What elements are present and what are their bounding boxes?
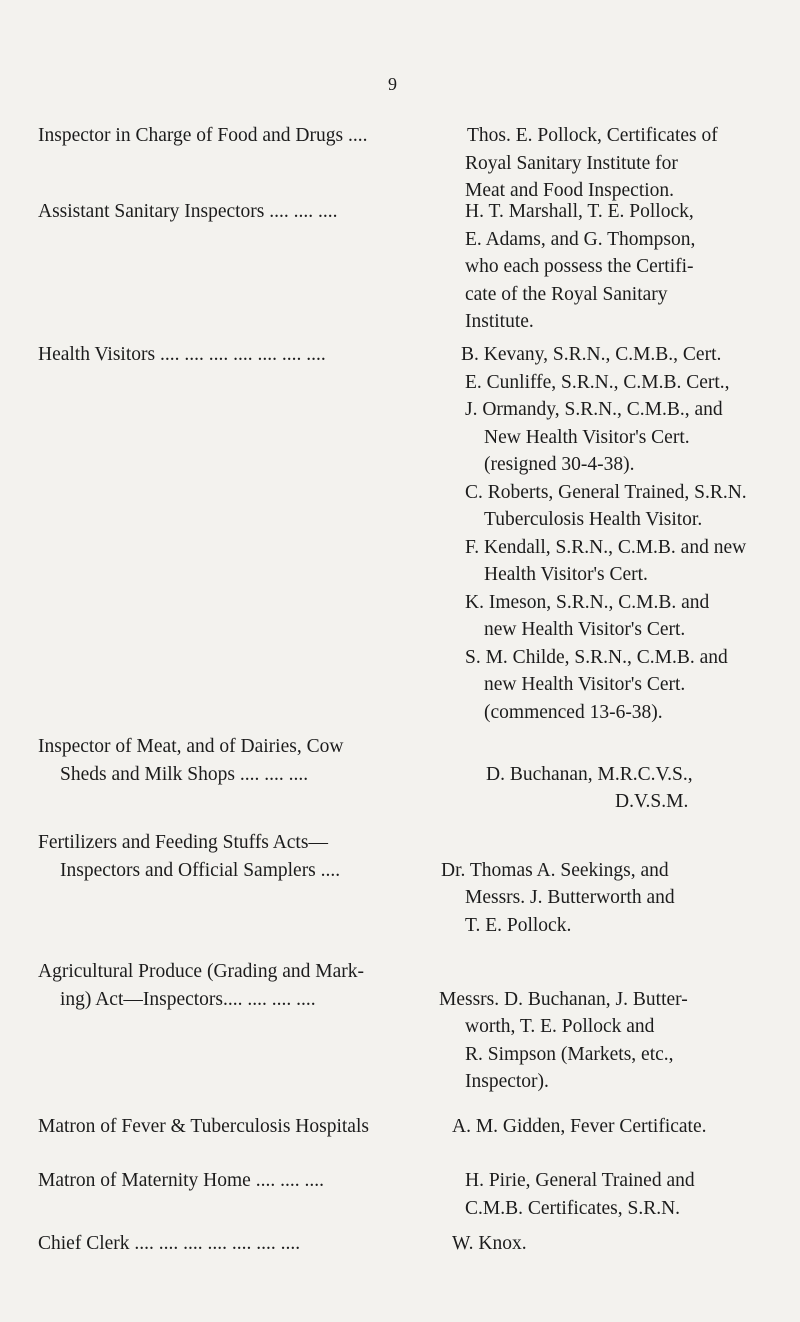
entry-value-line: D.V.S.M. [615, 791, 689, 812]
entry-value-line: T. E. Pollock. [465, 914, 572, 936]
entry-label-line: Fertilizers and Feeding Stuffs Acts— [38, 832, 328, 853]
entry-value-line: W. Knox. [452, 1233, 527, 1254]
entry-label-line: Agricultural Produce (Grading and Mark- [38, 961, 364, 982]
entry-value-line: J. Ormandy, S.R.N., C.M.B., and [465, 399, 723, 420]
entry-value-line: B. Kevany, S.R.N., C.M.B., Cert. [461, 344, 722, 365]
entry-value-line: R. Simpson (Markets, etc., [465, 1043, 674, 1065]
entry-value-line: C.M.B. Certificates, S.R.N. [465, 1197, 681, 1219]
entry-label-line: Inspectors and Official Samplers .... [60, 859, 341, 881]
entry-value-line: Messrs. J. Butterworth and [465, 887, 675, 908]
entry-label-line: Sheds and Milk Shops .... .... .... [60, 763, 309, 785]
entry-value-line: H. T. Marshall, T. E. Pollock, [465, 201, 694, 222]
page-number: 9 [388, 74, 397, 94]
entry-value-line: (commenced 13-6-38). [484, 701, 663, 723]
entry-label: Chief Clerk .... .... .... .... .... .... .... [38, 1233, 301, 1254]
entry-value-line: E. Cunliffe, S.R.N., C.M.B. Cert., [465, 371, 730, 393]
entry-value-line: Royal Sanitary Institute for [465, 152, 678, 174]
entry-value-line: Health Visitor's Cert. [484, 564, 648, 585]
entry-label-line: Inspector of Meat, and of Dairies, Cow [38, 736, 344, 757]
entry-value-line: new Health Visitor's Cert. [484, 674, 686, 695]
entry-value-line: Messrs. D. Buchanan, J. Butter- [439, 988, 688, 1010]
entry-value-line: Inspector). [465, 1071, 549, 1092]
entry-label: Matron of Maternity Home .... .... .... [38, 1170, 324, 1191]
entry-value-line: Tuberculosis Health Visitor. [484, 509, 703, 530]
entry-value-line: Institute. [465, 311, 534, 332]
entry-value-line: new Health Visitor's Cert. [484, 619, 686, 640]
entry-label: Assistant Sanitary Inspectors .... .... .... [38, 201, 338, 222]
entry-label: Health Visitors .... .... .... .... .... .... .... [38, 344, 326, 365]
entry-value-line: Thos. E. Pollock, Certificates of [467, 125, 718, 146]
entry-value-line: F. Kendall, S.R.N., C.M.B. and new [465, 536, 747, 558]
entry-value-line: who each possess the Certifi- [465, 256, 694, 277]
entry-value-line: S. M. Childe, S.R.N., C.M.B. and [465, 646, 728, 668]
entry-label-line: ing) Act—Inspectors.... .... .... .... [60, 988, 316, 1010]
entry-value-line: Dr. Thomas A. Seekings, and [441, 859, 669, 881]
entry-label: Matron of Fever & Tuberculosis Hospitals [38, 1116, 369, 1137]
entry-value-line: D. Buchanan, M.R.C.V.S., [486, 763, 693, 785]
entry-value-line: (resigned 30-4-38). [484, 454, 635, 475]
entry-value-line: C. Roberts, General Trained, S.R.N. [465, 481, 747, 503]
entry-value-line: K. Imeson, S.R.N., C.M.B. and [465, 591, 710, 613]
entry-label: Inspector in Charge of Food and Drugs .... [38, 125, 368, 146]
entry-value-line: A. M. Gidden, Fever Certificate. [452, 1116, 707, 1137]
entry-value-line: Meat and Food Inspection. [465, 180, 675, 201]
entry-value-line: H. Pirie, General Trained and [465, 1170, 695, 1191]
entry-value-line: worth, T. E. Pollock and [465, 1016, 655, 1037]
entry-value-line: New Health Visitor's Cert. [484, 426, 690, 448]
entry-value-line: E. Adams, and G. Thompson, [465, 228, 696, 250]
entry-value-line: cate of the Royal Sanitary [465, 283, 668, 305]
